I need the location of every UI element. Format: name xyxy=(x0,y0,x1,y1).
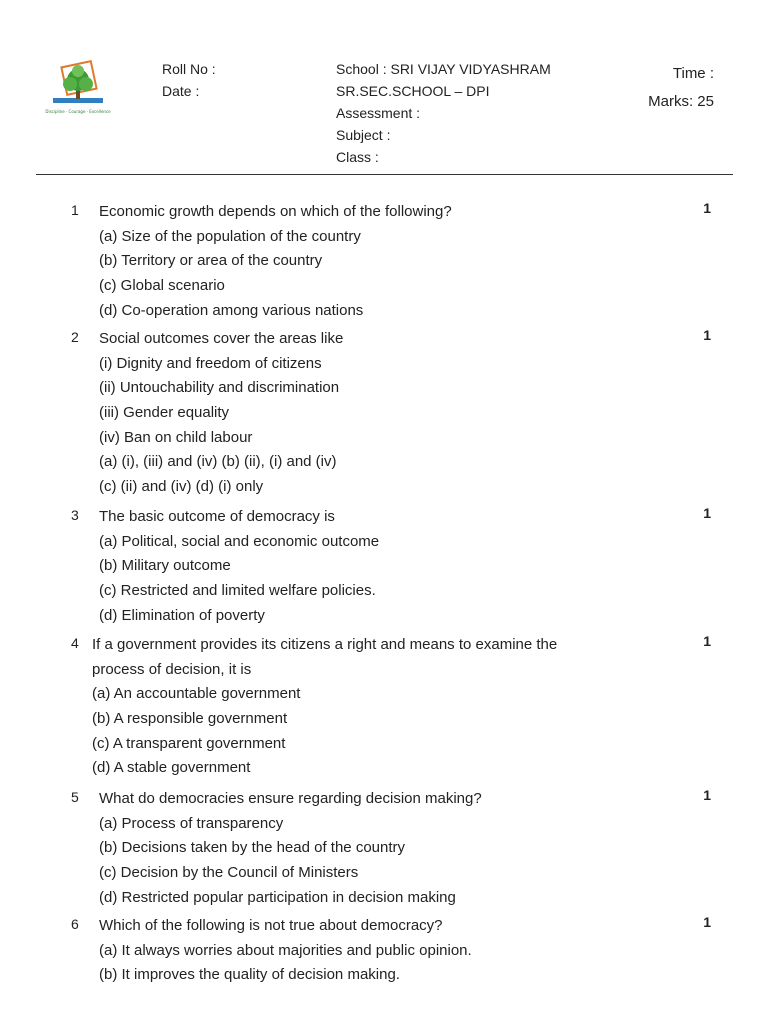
question-line: (i) Dignity and freedom of citizens xyxy=(99,354,322,372)
question-text: If a government provides its citizens a right and means to examine the xyxy=(92,636,558,653)
question-marks: 1 xyxy=(703,327,711,343)
school-logo xyxy=(45,58,111,120)
header-divider xyxy=(36,174,733,175)
question-text: Which of the following is not true about democracy? xyxy=(99,917,443,934)
question-line: (a) An accountable government xyxy=(92,685,301,703)
question-line: (d) Restricted popular participation in decision making xyxy=(99,888,456,906)
question-marks: 1 xyxy=(703,200,711,216)
logo-tagline: Discipline · Courage · Excellence xyxy=(45,109,111,114)
question-line: (a) Size of the population of the country xyxy=(99,227,361,245)
question-line: (d) A stable government xyxy=(92,759,251,777)
question-line: (b) A responsible government xyxy=(92,710,288,728)
question-line: (a) Process of transparency xyxy=(99,814,284,832)
question-line: process of decision, it is xyxy=(92,660,252,678)
question-number: 6 xyxy=(71,916,79,932)
question-body xyxy=(99,505,659,628)
date-label: Date : xyxy=(162,83,200,99)
question-line: (ii) Untouchability and discrimination xyxy=(99,379,340,397)
question-marks: 1 xyxy=(703,787,711,803)
question-line: (c) Global scenario xyxy=(99,277,225,295)
question-line: (iv) Ban on child labour xyxy=(99,428,253,446)
marks-label: Marks: 25 xyxy=(648,93,714,110)
time-label: Time : xyxy=(672,65,714,82)
header-left xyxy=(162,58,216,102)
question-text: Economic growth depends on which of the following? xyxy=(99,203,452,220)
question-body xyxy=(99,914,659,988)
subject-label: Subject : xyxy=(336,127,391,143)
question-line: (c) Decision by the Council of Ministers xyxy=(99,864,359,882)
roll-no-label: Roll No : xyxy=(162,61,216,77)
class-label: Class : xyxy=(336,149,379,165)
header-right xyxy=(648,60,714,116)
question-number: 5 xyxy=(71,789,79,805)
question-line: (iii) Gender equality xyxy=(99,404,230,422)
question-marks: 1 xyxy=(703,505,711,521)
assessment-label: Assessment : xyxy=(336,105,421,121)
question-line: (d) Co-operation among various nations xyxy=(99,301,364,319)
question-marks: 1 xyxy=(703,914,711,930)
question-line: (d) Elimination of poverty xyxy=(99,606,265,624)
school-subtitle: SR.SEC.SCHOOL – DPI xyxy=(336,83,490,99)
question-number: 1 xyxy=(71,202,79,218)
question-body xyxy=(99,787,659,910)
question-body xyxy=(99,200,659,323)
question-number: 4 xyxy=(71,635,79,651)
question-body xyxy=(92,633,652,781)
question-marks: 1 xyxy=(703,633,711,649)
question-number: 2 xyxy=(71,329,79,345)
question-line: (a) (i), (iii) and (iv) (b) (ii), (i) and (iv) xyxy=(99,453,337,471)
question-line: (b) Military outcome xyxy=(99,557,231,575)
question-line: (a) It always worries about majorities and public opinion. xyxy=(99,941,472,959)
question-line: (c) Restricted and limited welfare policies. xyxy=(99,582,376,600)
header-center xyxy=(336,58,551,168)
question-line: (b) Territory or area of the country xyxy=(99,252,323,270)
question-text: What do democracies ensure regarding decision making? xyxy=(99,790,482,807)
question-body xyxy=(99,327,659,500)
question-line: (c) (ii) and (iv) (d) (i) only xyxy=(99,478,264,496)
question-line: (b) Decisions taken by the head of the country xyxy=(99,839,406,857)
question-text: The basic outcome of democracy is xyxy=(99,508,335,525)
question-line: (a) Political, social and economic outcome xyxy=(99,532,380,550)
question-number: 3 xyxy=(71,507,79,523)
question-text: Social outcomes cover the areas like xyxy=(99,330,344,347)
school-name: School : SRI VIJAY VIDYASHRAM xyxy=(336,61,551,77)
question-line: (c) A transparent government xyxy=(92,734,286,752)
question-line: (b) It improves the quality of decision making. xyxy=(99,966,400,984)
